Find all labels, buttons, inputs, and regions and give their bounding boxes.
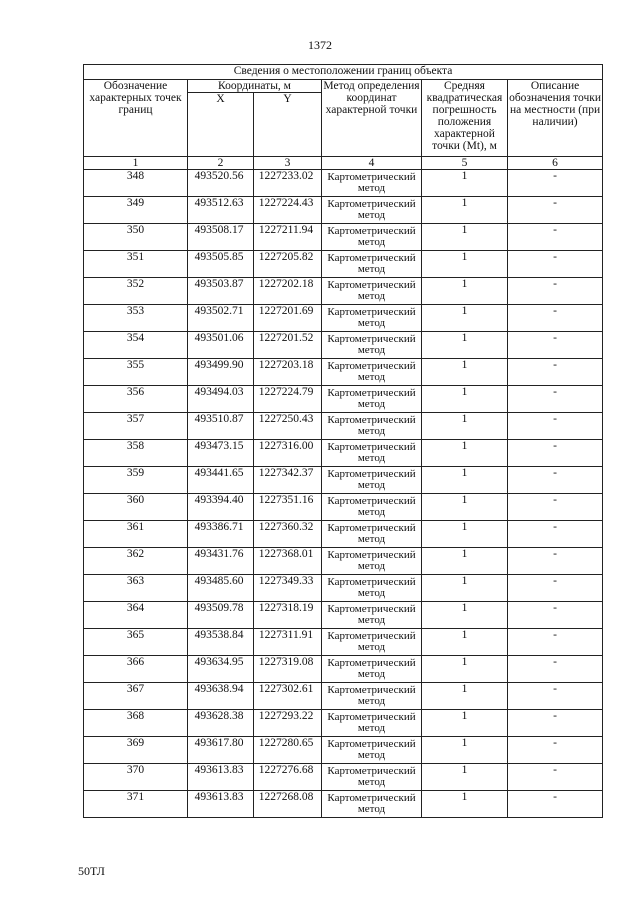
x-coordinate-cell: 493505.85 — [188, 251, 254, 278]
table-row — [84, 764, 603, 791]
method-cell: Картометрический метод — [322, 710, 422, 737]
point-cell: 349 — [84, 197, 188, 224]
description-cell: - — [508, 656, 603, 683]
description-cell: - — [508, 332, 603, 359]
method-cell: Картометрический метод — [322, 386, 422, 413]
table-row — [84, 548, 603, 575]
accuracy-cell: 1 — [422, 278, 508, 305]
x-coordinate-cell: 493634.95 — [188, 656, 254, 683]
point-cell: 368 — [84, 710, 188, 737]
table-row — [84, 170, 603, 197]
method-cell: Картометрический метод — [322, 440, 422, 467]
description-cell: - — [508, 197, 603, 224]
y-coordinate-cell: 1227280.65 — [254, 737, 322, 764]
point-cell: 357 — [84, 413, 188, 440]
accuracy-cell: 1 — [422, 332, 508, 359]
x-coordinate-cell: 493431.76 — [188, 548, 254, 575]
point-cell: 365 — [84, 629, 188, 656]
point-cell: 360 — [84, 494, 188, 521]
y-coordinate-cell: 1227201.69 — [254, 305, 322, 332]
x-coordinate-cell: 493520.56 — [188, 170, 254, 197]
accuracy-cell: 1 — [422, 629, 508, 656]
accuracy-cell: 1 — [422, 737, 508, 764]
x-coordinate-cell: 493538.84 — [188, 629, 254, 656]
method-cell: Картометрический метод — [322, 548, 422, 575]
header-accuracy: Средняя квадратическая погрешность положения характерной точки (Mt), м — [422, 80, 508, 157]
description-cell: - — [508, 737, 603, 764]
description-cell: - — [508, 629, 603, 656]
table-row — [84, 386, 603, 413]
x-coordinate-cell: 493441.65 — [188, 467, 254, 494]
y-coordinate-cell: 1227202.18 — [254, 278, 322, 305]
y-coordinate-cell: 1227250.43 — [254, 413, 322, 440]
method-cell: Картометрический метод — [322, 278, 422, 305]
y-coordinate-cell: 1227205.82 — [254, 251, 322, 278]
table-row — [84, 737, 603, 764]
method-cell: Картометрический метод — [322, 764, 422, 791]
accuracy-cell: 1 — [422, 197, 508, 224]
column-number: 4 — [322, 157, 422, 170]
method-cell: Картометрический метод — [322, 413, 422, 440]
table-row — [84, 629, 603, 656]
point-cell: 353 — [84, 305, 188, 332]
y-coordinate-cell: 1227233.02 — [254, 170, 322, 197]
y-coordinate-cell: 1227224.79 — [254, 386, 322, 413]
method-cell: Картометрический метод — [322, 251, 422, 278]
method-cell: Картометрический метод — [322, 359, 422, 386]
accuracy-cell: 1 — [422, 791, 508, 818]
x-coordinate-cell: 493509.78 — [188, 602, 254, 629]
x-coordinate-cell: 493617.80 — [188, 737, 254, 764]
description-cell: - — [508, 710, 603, 737]
accuracy-cell: 1 — [422, 224, 508, 251]
description-cell: - — [508, 251, 603, 278]
table-row — [84, 683, 603, 710]
point-cell: 370 — [84, 764, 188, 791]
y-coordinate-cell: 1227318.19 — [254, 602, 322, 629]
point-cell: 364 — [84, 602, 188, 629]
point-cell: 350 — [84, 224, 188, 251]
point-cell: 362 — [84, 548, 188, 575]
y-coordinate-cell: 1227268.08 — [254, 791, 322, 818]
y-coordinate-cell: 1227201.52 — [254, 332, 322, 359]
column-number: 2 — [188, 157, 254, 170]
y-coordinate-cell: 1227302.61 — [254, 683, 322, 710]
description-cell: - — [508, 305, 603, 332]
y-coordinate-cell: 1227349.33 — [254, 575, 322, 602]
column-number: 6 — [508, 157, 603, 170]
method-cell: Картометрический метод — [322, 791, 422, 818]
y-coordinate-cell: 1227368.01 — [254, 548, 322, 575]
description-cell: - — [508, 278, 603, 305]
point-cell: 359 — [84, 467, 188, 494]
accuracy-cell: 1 — [422, 602, 508, 629]
y-coordinate-cell: 1227224.43 — [254, 197, 322, 224]
header-description: Описание обозначения точки на местности (при наличии) — [508, 80, 603, 157]
accuracy-cell: 1 — [422, 251, 508, 278]
point-cell: 355 — [84, 359, 188, 386]
y-coordinate-cell: 1227203.18 — [254, 359, 322, 386]
x-coordinate-cell: 493508.17 — [188, 224, 254, 251]
method-cell: Картометрический метод — [322, 494, 422, 521]
accuracy-cell: 1 — [422, 305, 508, 332]
table-row — [84, 575, 603, 602]
y-coordinate-cell: 1227360.32 — [254, 521, 322, 548]
description-cell: - — [508, 548, 603, 575]
table-row — [84, 602, 603, 629]
point-cell: 363 — [84, 575, 188, 602]
method-cell: Картометрический метод — [322, 737, 422, 764]
description-cell: - — [508, 386, 603, 413]
accuracy-cell: 1 — [422, 656, 508, 683]
accuracy-cell: 1 — [422, 764, 508, 791]
point-cell: 358 — [84, 440, 188, 467]
y-coordinate-cell: 1227351.16 — [254, 494, 322, 521]
column-number: 3 — [254, 157, 322, 170]
method-cell: Картометрический метод — [322, 305, 422, 332]
table-row — [84, 224, 603, 251]
description-cell: - — [508, 764, 603, 791]
page-number: 1372 — [308, 38, 332, 52]
description-cell: - — [508, 467, 603, 494]
accuracy-cell: 1 — [422, 575, 508, 602]
table-row — [84, 359, 603, 386]
y-coordinate-cell: 1227319.08 — [254, 656, 322, 683]
table-row — [84, 440, 603, 467]
column-numbers-row — [84, 157, 603, 170]
x-coordinate-cell: 493394.40 — [188, 494, 254, 521]
header-point: Обозначение характерных точек границ — [84, 80, 188, 157]
description-cell: - — [508, 602, 603, 629]
method-cell: Картометрический метод — [322, 332, 422, 359]
point-cell: 366 — [84, 656, 188, 683]
column-number: 1 — [84, 157, 188, 170]
x-coordinate-cell: 493485.60 — [188, 575, 254, 602]
column-number: 5 — [422, 157, 508, 170]
table-caption: Сведения о местоположении границ объекта — [84, 65, 603, 80]
footer-code: 50ТЛ — [78, 864, 105, 878]
header-coords: Координаты, м — [188, 80, 322, 93]
table-row — [84, 494, 603, 521]
method-cell: Картометрический метод — [322, 683, 422, 710]
x-coordinate-cell: 493638.94 — [188, 683, 254, 710]
accuracy-cell: 1 — [422, 548, 508, 575]
y-coordinate-cell: 1227316.00 — [254, 440, 322, 467]
accuracy-cell: 1 — [422, 413, 508, 440]
table-row — [84, 467, 603, 494]
accuracy-cell: 1 — [422, 494, 508, 521]
x-coordinate-cell: 493386.71 — [188, 521, 254, 548]
point-cell: 351 — [84, 251, 188, 278]
table-row — [84, 710, 603, 737]
table-row — [84, 521, 603, 548]
point-cell: 348 — [84, 170, 188, 197]
x-coordinate-cell: 493512.63 — [188, 197, 254, 224]
method-cell: Картометрический метод — [322, 629, 422, 656]
header-y: Y — [254, 93, 322, 157]
description-cell: - — [508, 440, 603, 467]
description-cell: - — [508, 575, 603, 602]
point-cell: 352 — [84, 278, 188, 305]
accuracy-cell: 1 — [422, 386, 508, 413]
point-cell: 354 — [84, 332, 188, 359]
point-cell: 371 — [84, 791, 188, 818]
y-coordinate-cell: 1227342.37 — [254, 467, 322, 494]
x-coordinate-cell: 493473.15 — [188, 440, 254, 467]
x-coordinate-cell: 493503.87 — [188, 278, 254, 305]
accuracy-cell: 1 — [422, 683, 508, 710]
description-cell: - — [508, 170, 603, 197]
method-cell: Картометрический метод — [322, 575, 422, 602]
point-cell: 361 — [84, 521, 188, 548]
header-x: X — [188, 93, 254, 157]
method-cell: Картометрический метод — [322, 170, 422, 197]
description-cell: - — [508, 494, 603, 521]
table-row — [84, 278, 603, 305]
point-cell: 356 — [84, 386, 188, 413]
x-coordinate-cell: 493613.83 — [188, 764, 254, 791]
description-cell: - — [508, 413, 603, 440]
x-coordinate-cell: 493510.87 — [188, 413, 254, 440]
point-cell: 369 — [84, 737, 188, 764]
table-row — [84, 251, 603, 278]
table-row — [84, 197, 603, 224]
accuracy-cell: 1 — [422, 710, 508, 737]
table-row — [84, 332, 603, 359]
description-cell: - — [508, 791, 603, 818]
method-cell: Картометрический метод — [322, 521, 422, 548]
method-cell: Картометрический метод — [322, 224, 422, 251]
x-coordinate-cell: 493613.83 — [188, 791, 254, 818]
description-cell: - — [508, 521, 603, 548]
accuracy-cell: 1 — [422, 170, 508, 197]
method-cell: Картометрический метод — [322, 467, 422, 494]
y-coordinate-cell: 1227211.94 — [254, 224, 322, 251]
table-row — [84, 791, 603, 818]
description-cell: - — [508, 359, 603, 386]
description-cell: - — [508, 224, 603, 251]
y-coordinate-cell: 1227311.91 — [254, 629, 322, 656]
y-coordinate-cell: 1227276.68 — [254, 764, 322, 791]
accuracy-cell: 1 — [422, 521, 508, 548]
accuracy-cell: 1 — [422, 359, 508, 386]
description-cell: - — [508, 683, 603, 710]
table-row — [84, 656, 603, 683]
x-coordinate-cell: 493499.90 — [188, 359, 254, 386]
x-coordinate-cell: 493494.03 — [188, 386, 254, 413]
boundary-points-table — [83, 64, 603, 818]
x-coordinate-cell: 493628.38 — [188, 710, 254, 737]
accuracy-cell: 1 — [422, 467, 508, 494]
table-row — [84, 305, 603, 332]
point-cell: 367 — [84, 683, 188, 710]
table-row — [84, 413, 603, 440]
method-cell: Картометрический метод — [322, 656, 422, 683]
method-cell: Картометрический метод — [322, 602, 422, 629]
method-cell: Картометрический метод — [322, 197, 422, 224]
x-coordinate-cell: 493501.06 — [188, 332, 254, 359]
y-coordinate-cell: 1227293.22 — [254, 710, 322, 737]
header-method: Метод определения координат характерной точки — [322, 80, 422, 157]
accuracy-cell: 1 — [422, 440, 508, 467]
x-coordinate-cell: 493502.71 — [188, 305, 254, 332]
